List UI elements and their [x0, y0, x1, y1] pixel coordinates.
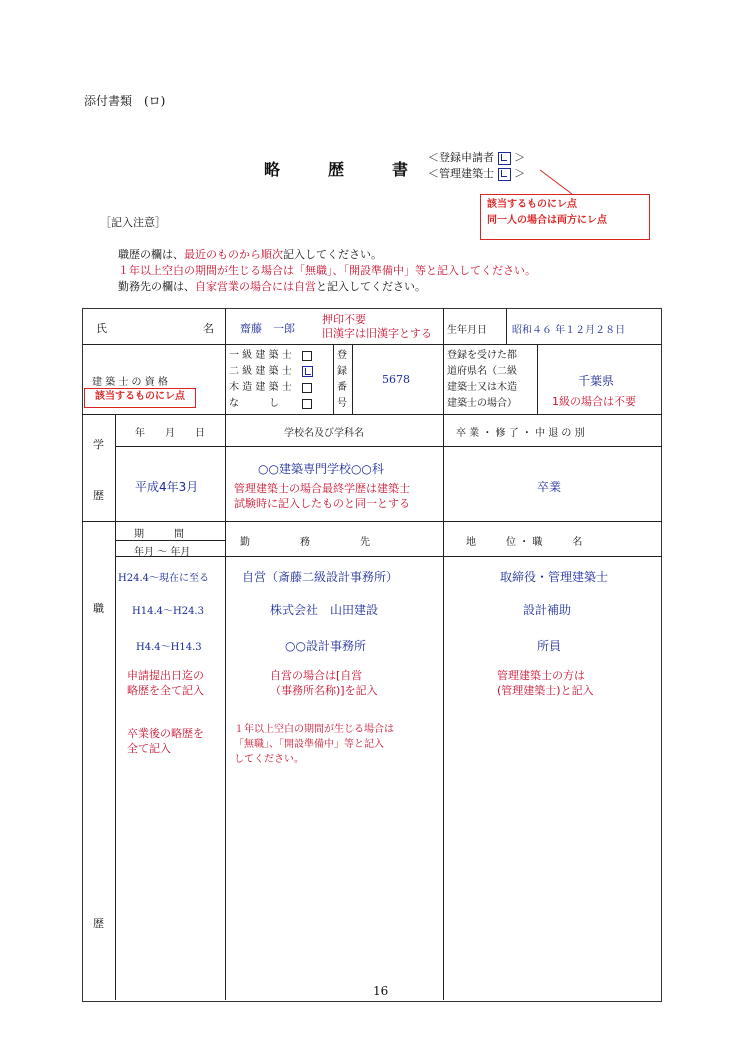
col-divider [333, 344, 334, 414]
name-label-left: 氏 [96, 322, 107, 335]
top-callout [480, 194, 650, 240]
career-work[interactable]: 自営（斎藤二級設計事務所） [242, 570, 399, 584]
career-note2-period: 卒業後の略歴を 全て記入 [127, 727, 204, 755]
note1-red: 最近のものから順次 [184, 248, 283, 261]
row-divider [82, 344, 662, 345]
career-note-period: 申請提出日迄の 略歴を全て記入 [127, 669, 204, 697]
qual-option[interactable] [229, 348, 313, 364]
col-divider [537, 344, 538, 414]
note1-suffix: 記入してください。 [283, 248, 382, 261]
career-period[interactable]: H24.4～現在に至る [118, 573, 209, 584]
row-divider [115, 556, 662, 557]
career-col-work: 勤 務 先 [240, 537, 370, 548]
note-line-3 [118, 278, 426, 294]
qual-options [229, 348, 313, 412]
note3-prefix: 勤務先の欄は、 [118, 280, 195, 293]
qual-label: 建 築 士 の 資 格 [92, 377, 168, 388]
career-side-bottom: 歴 [93, 917, 104, 930]
col-divider [506, 308, 507, 344]
reg-label-char: 登 [337, 350, 347, 361]
qual-option-label: 一 級 建 築 士 [229, 350, 292, 361]
edu-side-bottom: 歴 [93, 489, 104, 502]
row-divider [82, 414, 662, 415]
col-divider [443, 344, 444, 414]
dob-label: 生年月日 [447, 325, 487, 336]
career-period-label: 期 間 [134, 529, 184, 540]
attachment-label: 添付書類 (ロ) [84, 94, 166, 108]
row-divider [115, 446, 662, 447]
col-divider [443, 308, 444, 344]
reg-label-char: 番 [337, 382, 347, 393]
career-work[interactable]: 株式会社 山田建設 [270, 603, 379, 617]
col-divider [443, 521, 444, 1000]
row-divider [82, 521, 662, 522]
dob-value[interactable]: 昭和４６ 年１２月２８日 [512, 325, 626, 336]
pref-value[interactable]: 千葉県 [578, 374, 615, 388]
col-divider [443, 414, 444, 521]
checked-box-icon[interactable] [302, 366, 313, 377]
edu-school-note: 管理建築士の場合最終学歴は建築士 試験時に記入したものと同一とする [234, 482, 410, 510]
career-col-pos: 地 位 ・ 職 名 [466, 537, 583, 548]
check-registrant-label: ＜登録申請者 [428, 151, 494, 164]
career-note-position: 管理建築士の方は (管理建築士)と記入 [497, 669, 594, 697]
resume-table [82, 308, 662, 1002]
career-side-top: 職 [93, 602, 104, 615]
top-callout-line1: 該当するものにレ点 [487, 199, 577, 210]
row-divider [115, 540, 225, 541]
qual-option[interactable] [229, 364, 313, 380]
check-manager-label: ＜管理建築士 [428, 167, 494, 180]
note3-suffix: と記入してください。 [316, 280, 426, 293]
pref-label: 登録を受けた都 道府県名（二級 建築士又は木造 建築士の場合） [447, 350, 517, 409]
checkbox-icon[interactable] [302, 351, 312, 361]
reg-number[interactable]: 5678 [382, 373, 410, 386]
career-period-sub: 年月 ～ 年月 [134, 547, 191, 558]
note-line-1 [118, 246, 382, 262]
check-registrant-close: ＞ [514, 151, 525, 164]
note-line-2: １年以上空白の期間が生じる場合は「無職」、「開設準備中」等と記入してください。 [118, 264, 536, 277]
qual-callout: 該当するものにレ点 [84, 388, 196, 408]
name-value[interactable]: 齋藤 一郎 [240, 322, 295, 335]
qual-option-label: 二 級 建 築 士 [229, 366, 292, 377]
edu-col-status: 卒 業 ・ 修 了 ・ 中 退 の 別 [456, 428, 585, 439]
career-note-work: 自営の場合は[自営 （事務所名称)]を記入 [270, 669, 378, 697]
checkbox-icon[interactable] [302, 399, 312, 409]
edu-school-value[interactable]: ○○建築専門学校○○科 [258, 462, 384, 476]
qual-option[interactable] [229, 380, 313, 396]
edu-col-school: 学校名及び学科名 [284, 428, 364, 439]
qual-option[interactable] [229, 396, 313, 412]
col-divider [115, 414, 116, 1000]
edu-status-value[interactable]: 卒業 [537, 480, 562, 494]
career-work[interactable]: ○○設計事務所 [285, 639, 366, 653]
career-note2-work: １年以上空白の期間が生じる場合は 「無職」、「開設準備中」等と記入 してください。 [234, 724, 394, 765]
top-callout-line2: 同一人の場合は両方にレ点 [487, 215, 607, 226]
name-annot-2: 旧漢字は旧漢字とする [322, 327, 432, 340]
checkbox-icon[interactable] [302, 383, 312, 393]
pref-note: 1級の場合は不要 [552, 395, 636, 408]
col-divider [352, 344, 353, 414]
career-period[interactable]: H14.4～H24.3 [132, 606, 204, 617]
edu-date-value[interactable]: 平成4年3月 [135, 480, 199, 494]
check-manager-close: ＞ [514, 167, 525, 180]
note1-prefix: 職歴の欄は、 [118, 248, 184, 261]
qual-option-label: な し [229, 398, 279, 409]
notes-heading: ［記入注意］ [100, 216, 166, 229]
career-position[interactable]: 設計補助 [523, 603, 572, 617]
reg-label [337, 348, 347, 412]
name-label-right: 名 [203, 322, 214, 335]
name-annot-1: 押印不要 [322, 313, 366, 326]
edu-side-top: 学 [93, 438, 104, 451]
col-divider [225, 521, 226, 1000]
qual-option-label: 木 造 建 築 士 [229, 382, 292, 393]
col-divider [225, 414, 226, 521]
reg-label-char: 録 [337, 366, 347, 377]
career-position[interactable]: 取締役・管理建築士 [500, 570, 609, 584]
page-title: 略 歴 書 [264, 160, 409, 179]
col-divider [225, 308, 226, 344]
career-position[interactable]: 所員 [537, 639, 562, 653]
career-period[interactable]: H4.4～H14.3 [136, 642, 202, 653]
page-number: 16 [373, 984, 389, 998]
note3-red: 自家営業の場合には自営 [195, 280, 316, 293]
edu-col-date: 年 月 日 [135, 428, 205, 439]
col-divider [225, 344, 226, 414]
reg-label-char: 号 [337, 398, 347, 409]
